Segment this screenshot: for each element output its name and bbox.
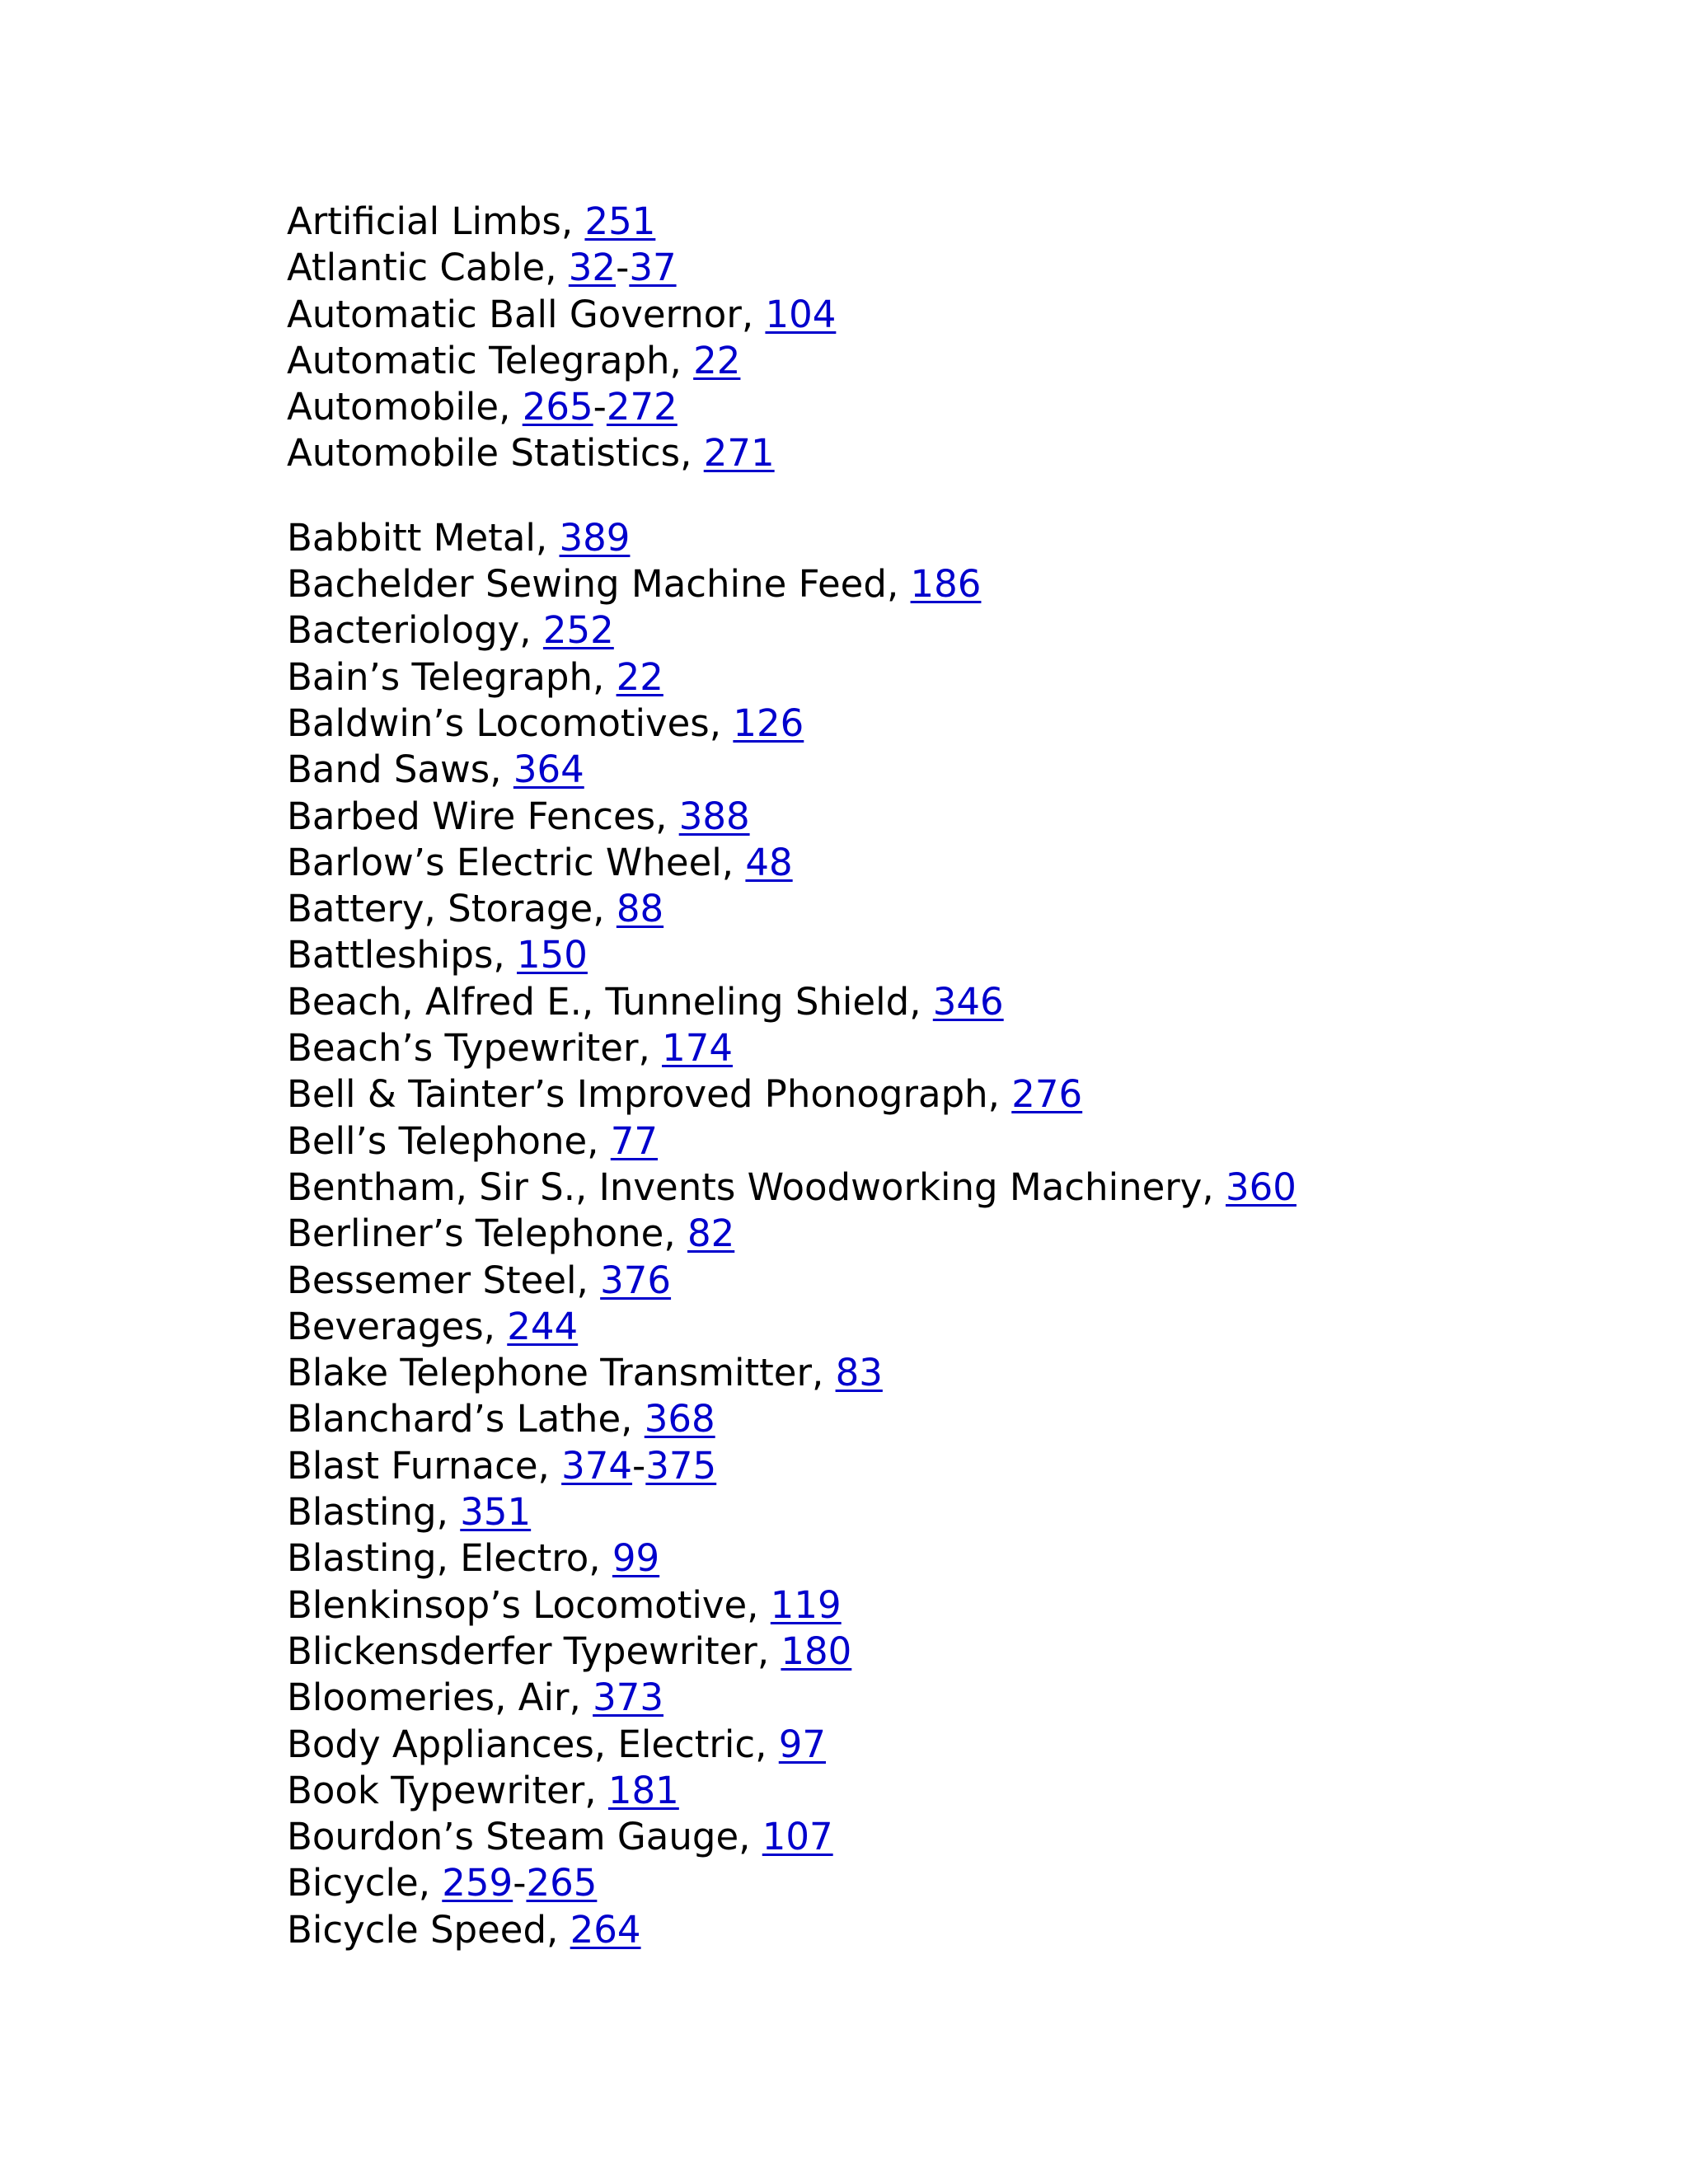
page-link[interactable]: 181 — [607, 1768, 679, 1812]
index-entry — [287, 794, 1606, 840]
index-term: Blake Telephone Transmitter — [287, 1351, 812, 1395]
page-link[interactable]: 351 — [460, 1490, 532, 1535]
page-link[interactable]: 150 — [517, 933, 588, 977]
index-term: Battery, Storage — [287, 887, 593, 931]
index-term: Blasting — [287, 1490, 437, 1535]
term-separator: , — [499, 385, 523, 429]
index-entry — [287, 1860, 1606, 1906]
index-page — [287, 199, 1606, 1953]
index-term: Baldwin’s Locomotives — [287, 701, 710, 745]
page-link[interactable]: 265 — [522, 385, 593, 429]
index-term: Band Saws — [287, 748, 490, 792]
index-entry — [287, 245, 1606, 291]
term-separator: , — [545, 246, 569, 290]
term-separator: , — [621, 1397, 645, 1441]
term-separator: , — [755, 1722, 779, 1766]
page-link[interactable]: 251 — [584, 199, 656, 243]
term-separator: , — [537, 1443, 562, 1488]
index-term: Automatic Ball Governor — [287, 292, 742, 336]
page-link[interactable]: 364 — [513, 748, 584, 792]
index-entry — [287, 1396, 1606, 1442]
index-term: Beach’s Typewriter — [287, 1026, 639, 1071]
page-range-dash: - — [616, 246, 630, 290]
page-link[interactable]: 276 — [1011, 1072, 1083, 1117]
index-term: Blast Furnace — [287, 1443, 538, 1488]
term-separator: , — [987, 1072, 1012, 1117]
page-link[interactable]: 388 — [678, 794, 750, 838]
index-term: Beach, Alfred E., Tunneling Shield — [287, 979, 910, 1024]
index-entry — [287, 886, 1606, 932]
term-separator: , — [587, 1118, 611, 1163]
term-separator: , — [738, 1815, 762, 1859]
term-separator: , — [560, 199, 585, 243]
index-entry — [287, 747, 1606, 793]
term-separator: , — [886, 562, 911, 607]
index-entry — [287, 1768, 1606, 1814]
term-separator: , — [663, 1212, 687, 1256]
page-range-dash: - — [632, 1443, 646, 1488]
page-link[interactable]: 271 — [703, 431, 775, 476]
index-entry — [287, 607, 1606, 654]
index-entry — [287, 292, 1606, 338]
page-link[interactable]: 82 — [687, 1212, 735, 1256]
page-link[interactable]: 389 — [559, 515, 631, 560]
index-entry — [287, 430, 1606, 476]
term-separator: , — [593, 887, 617, 931]
term-separator: , — [546, 1907, 570, 1952]
page-link[interactable]: 259 — [442, 1861, 513, 1905]
page-link[interactable]: 186 — [910, 562, 982, 607]
page-link[interactable]: 77 — [610, 1118, 659, 1163]
index-entry — [287, 654, 1606, 701]
index-term: Berliner’s Telephone — [287, 1212, 664, 1256]
index-term: Automobile — [287, 385, 499, 429]
index-entry — [287, 338, 1606, 384]
index-term: Barlow’s Electric Wheel — [287, 840, 722, 884]
index-entry — [287, 384, 1606, 430]
index-term: Bloomeries, Air — [287, 1675, 570, 1720]
index-term: Automobile Statistics — [287, 431, 681, 476]
page-link[interactable]: 346 — [932, 979, 1004, 1024]
index-term: Bessemer Steel — [287, 1258, 577, 1302]
page-link[interactable]: 360 — [1226, 1165, 1296, 1209]
index-term: Bicycle Speed — [287, 1907, 547, 1952]
index-term: Body Appliances, Electric — [287, 1722, 756, 1766]
index-entry — [287, 1535, 1606, 1582]
term-separator: , — [709, 701, 734, 745]
index-entry — [287, 561, 1606, 607]
index-entry — [287, 1722, 1606, 1768]
index-term: Bell & Tainter’s Improved Phonograph — [287, 1072, 988, 1117]
page-link[interactable]: 272 — [606, 385, 678, 429]
page-link[interactable]: 22 — [693, 338, 741, 382]
page-link[interactable]: 88 — [616, 887, 664, 931]
index-term: Blenkinsop’s Locomotive — [287, 1582, 748, 1627]
term-separator: , — [483, 1304, 508, 1348]
page-range-dash: - — [593, 385, 607, 429]
index-term: Atlantic Cable — [287, 246, 546, 290]
term-separator: , — [1202, 1165, 1226, 1209]
index-entry — [287, 840, 1606, 886]
term-separator: , — [535, 515, 560, 560]
page-link[interactable]: 48 — [745, 840, 793, 884]
term-separator: , — [747, 1582, 771, 1627]
term-separator: , — [576, 1258, 601, 1302]
index-term: Blanchard’s Lathe — [287, 1397, 621, 1441]
term-separator: , — [584, 1768, 608, 1812]
index-entry — [287, 1675, 1606, 1721]
page-link[interactable]: 376 — [600, 1258, 672, 1302]
index-term: Bacteriology — [287, 608, 520, 653]
page-range-dash: - — [513, 1861, 527, 1905]
index-term: Blickensderfer Typewriter — [287, 1629, 757, 1673]
index-entry — [287, 1443, 1606, 1489]
term-separator: , — [757, 1629, 781, 1673]
index-entry — [287, 515, 1606, 561]
page-link[interactable]: 368 — [644, 1397, 715, 1441]
term-separator: , — [490, 748, 513, 792]
index-term: Automatic Telegraph — [287, 338, 670, 382]
page-link[interactable]: 99 — [612, 1536, 660, 1581]
term-separator: , — [519, 608, 543, 653]
term-separator: , — [909, 979, 933, 1024]
index-term: Bicycle — [287, 1861, 419, 1905]
index-term: Babbitt Metal — [287, 515, 536, 560]
index-entry — [287, 1907, 1606, 1953]
index-term: Bachelder Sewing Machine Feed — [287, 562, 887, 607]
term-separator: , — [418, 1861, 443, 1905]
term-separator: , — [741, 292, 766, 336]
term-separator: , — [493, 933, 518, 977]
index-term: Battleships — [287, 933, 494, 977]
page-link[interactable]: 32 — [568, 246, 617, 290]
index-term: Beverages — [287, 1304, 484, 1348]
page-link[interactable]: 373 — [593, 1675, 664, 1720]
index-entry — [287, 1814, 1606, 1860]
index-term: Artificial Limbs — [287, 199, 561, 243]
index-entry — [287, 1258, 1606, 1304]
term-separator: , — [811, 1351, 836, 1395]
page-link[interactable]: 375 — [645, 1443, 717, 1488]
index-term: Bain’s Telegraph — [287, 654, 593, 699]
term-separator: , — [592, 654, 617, 699]
index-entry — [287, 1582, 1606, 1629]
index-entry — [287, 1071, 1606, 1118]
page-link[interactable]: 265 — [526, 1861, 598, 1905]
term-separator: , — [680, 431, 704, 476]
term-separator: , — [436, 1490, 461, 1535]
index-section-b — [287, 515, 1606, 1953]
index-entry — [287, 701, 1606, 747]
term-separator: , — [669, 338, 694, 382]
index-entry — [287, 1165, 1606, 1211]
index-section-a — [287, 199, 1606, 477]
index-entry — [287, 1025, 1606, 1071]
index-entry — [287, 1350, 1606, 1396]
index-entry — [287, 932, 1606, 978]
page-link[interactable]: 97 — [778, 1722, 827, 1766]
page-link[interactable]: 104 — [765, 292, 837, 336]
page-link[interactable]: 244 — [507, 1304, 579, 1348]
term-separator: , — [638, 1026, 663, 1071]
term-separator: , — [569, 1675, 593, 1720]
index-term: Bell’s Telephone — [287, 1118, 588, 1163]
index-entry — [287, 979, 1606, 1025]
page-link[interactable]: 37 — [629, 246, 677, 290]
index-term: Blasting, Electro — [287, 1536, 589, 1581]
index-term: Bentham, Sir S., Invents Woodworking Machinery — [287, 1165, 1203, 1209]
index-entry — [287, 1118, 1606, 1165]
page-link[interactable]: 126 — [733, 701, 804, 745]
term-separator: , — [721, 840, 746, 884]
page-link[interactable]: 252 — [542, 608, 614, 653]
page-link[interactable]: 374 — [561, 1443, 633, 1488]
page-link[interactable]: 174 — [662, 1026, 733, 1071]
index-term: Bourdon’s Steam Gauge — [287, 1815, 739, 1859]
page-link[interactable]: 83 — [835, 1351, 883, 1395]
index-term: Book Typewriter — [287, 1768, 585, 1812]
index-entry — [287, 1629, 1606, 1675]
page-link[interactable]: 107 — [762, 1815, 833, 1859]
page-link[interactable]: 22 — [616, 654, 663, 699]
page-link[interactable]: 180 — [781, 1629, 852, 1673]
index-term: Barbed Wire Fences — [287, 794, 656, 838]
index-entry — [287, 1489, 1606, 1535]
term-separator: , — [655, 794, 679, 838]
index-entry — [287, 1304, 1606, 1350]
page-link[interactable]: 264 — [570, 1907, 641, 1952]
term-separator: , — [588, 1536, 612, 1581]
index-entry — [287, 1211, 1606, 1257]
page-link[interactable]: 119 — [770, 1582, 842, 1627]
index-entry — [287, 199, 1606, 245]
